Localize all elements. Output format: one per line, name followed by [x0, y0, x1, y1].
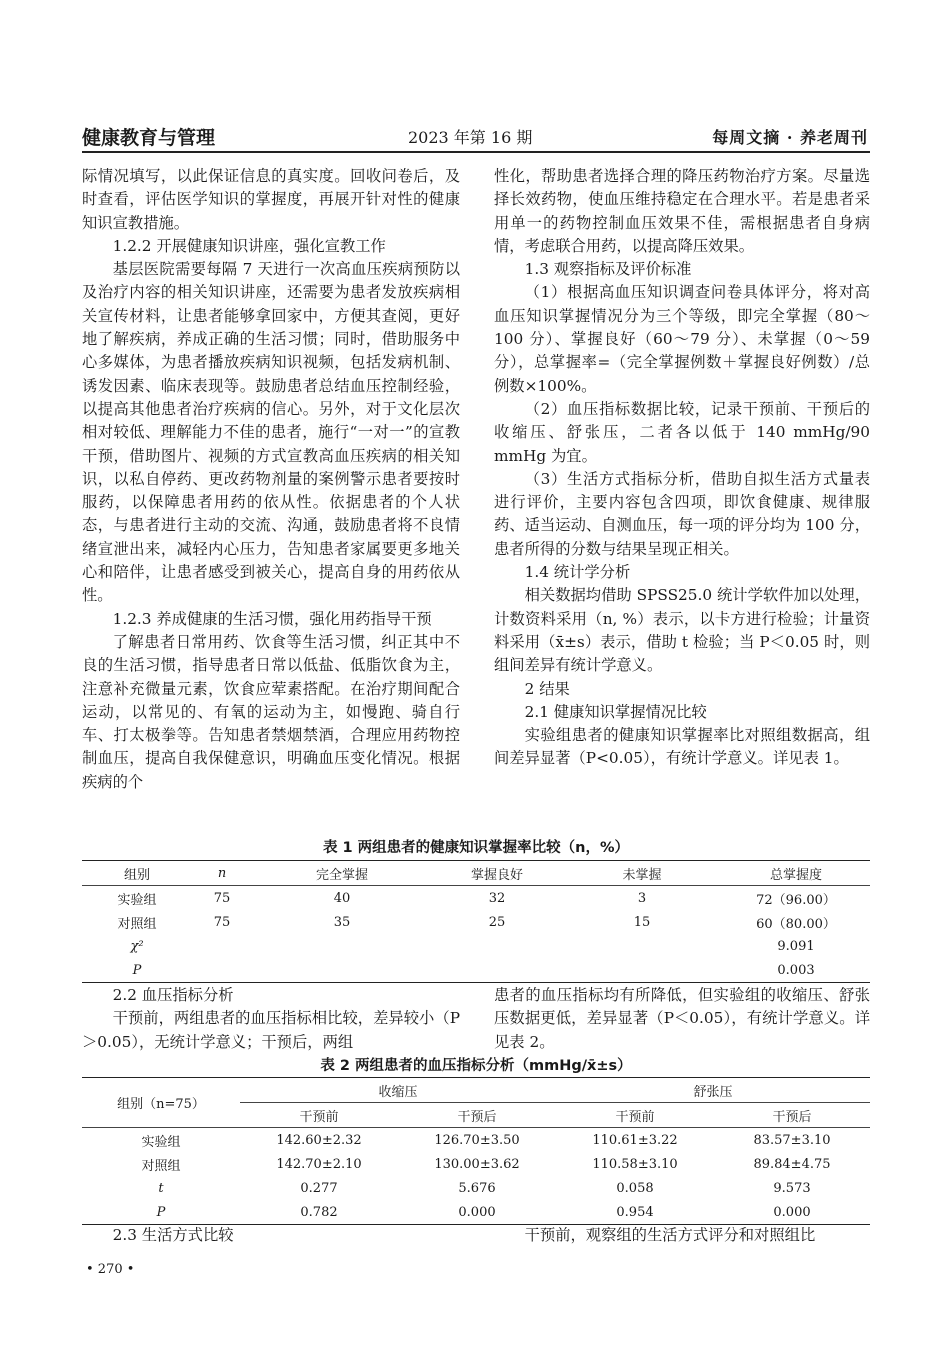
- table2-cell: 142.60±2.32: [276, 1132, 362, 1148]
- table1-header: 完全掌握: [315, 867, 368, 883]
- table1: [82, 860, 870, 983]
- table2-cell: 0.277: [300, 1180, 338, 1196]
- right-column-paragraph: 性化，帮助患者选择合理的降压药物治疗方案。尽量选择长效药物，使血压维持稳定在合理水平。若是患者采用单一的药物控制血压效果不佳，需根据患者自身病情，考虑联合用药，以提高降压效果。: [494, 167, 870, 255]
- table1-cell: [432, 958, 562, 983]
- section-2-3-title: 2.3 生活方式比较: [112, 1226, 234, 1244]
- table1-cell: [252, 958, 432, 983]
- table1-header-row: [82, 861, 870, 886]
- issue-label: 2023 年第 16 期: [408, 128, 533, 147]
- right-column-paragraph: 2 结果: [524, 679, 570, 698]
- right-column-paragraph: （2）血压指标数据比较，记录干预前、干预后的收缩压、舒张压，二者各以低于 140 mmHg/90 mmHg 为宜。: [494, 399, 870, 465]
- table2-header-row: [82, 1078, 870, 1103]
- table2-cell: 126.70±3.50: [434, 1132, 520, 1148]
- table2-cell: 0.782: [300, 1204, 338, 1220]
- table1-cell: 25: [488, 914, 506, 930]
- table2-cell: P: [156, 1204, 166, 1220]
- section-2-2-text: 干预前，两组患者的血压指标相比较，差异较小（P＞0.05），无统计学意义；干预后，两组: [82, 1009, 460, 1051]
- right-column-paragraph: 1.3 观察指标及评价标准: [524, 260, 692, 279]
- table1-caption: 表 1 两组患者的健康知识掌握率比较（n，%）: [322, 840, 630, 856]
- table1-cell: 35: [333, 914, 351, 930]
- table2: [82, 1077, 870, 1225]
- table1-row: [82, 910, 870, 934]
- journal-name: 每周文摘 · 养老周刊: [712, 128, 868, 147]
- table2-cell: 83.57±3.10: [753, 1132, 831, 1148]
- table1-cell: [562, 934, 722, 958]
- table2-row: [82, 1176, 870, 1200]
- table1-cell: 9.091: [777, 938, 815, 954]
- table2-cell: 0.000: [458, 1204, 496, 1220]
- table1-header: 掌握良好: [470, 867, 523, 883]
- table2-cell: 110.58±3.10: [592, 1156, 678, 1172]
- right-column-paragraph: 实验组患者的健康知识掌握率比对照组数据高，组间差异显著（P<0.05），有统计学意义。详见表 1。: [494, 726, 870, 768]
- table1-header: n: [217, 865, 227, 881]
- table2-cell: t: [158, 1180, 164, 1196]
- table1-row: [82, 958, 870, 983]
- section-2-2-right: [494, 984, 870, 1054]
- table1-cell: [192, 934, 252, 958]
- right-column: [494, 165, 870, 771]
- table2-cell: 5.676: [458, 1180, 496, 1196]
- table1-cell: χ²: [130, 938, 144, 954]
- table1-cell: 75: [213, 914, 231, 930]
- left-column-paragraph: 1.2.3 养成健康的生活习惯，强化用药指导干预: [112, 609, 432, 628]
- table1-header: 未掌握: [622, 867, 662, 883]
- section-2-3-heading: [82, 1224, 460, 1247]
- table2-cell: 对照组: [141, 1158, 181, 1174]
- table1-row: [82, 934, 870, 958]
- right-column-paragraph: 1.4 统计学分析: [524, 563, 631, 582]
- table1-cell: 实验组: [117, 892, 157, 908]
- table1-cell: 15: [633, 914, 651, 930]
- left-column: [82, 165, 460, 794]
- left-column-paragraph: 1.2.2 开展健康知识讲座，强化宣教工作: [112, 236, 386, 255]
- section-2-3-text: 干预前，观察组的生活方式评分和对照组比: [524, 1226, 816, 1244]
- table1-cell: [192, 958, 252, 983]
- right-column-paragraph: （3）生活方式指标分析，借助自拟生活方式量表进行评价，主要内容包含四项，即饮食健康、规律服药、适当运动、自测血压，每一项的评分均为 100 分，患者所得的分数与结果呈现正相关。: [494, 469, 870, 558]
- table2-row: [82, 1152, 870, 1176]
- table2-cell: 130.00±3.62: [434, 1156, 520, 1172]
- right-column-paragraph: 相关数据均借助 SPSS25.0 统计学软件加以处理，计数资料采用（n, %）表示，以卡方进行检验；计量资料采用（x̄±s）表示，借助 t 检验；当 P＜0.05 时，则组间差异有统计学意义。: [494, 586, 870, 675]
- left-column-paragraph: 际情况填写，以此保证信息的真实度。回收问卷后，及时查看，评估医学知识的掌握度，再展开针对性的健康知识宣教措施。: [82, 167, 460, 232]
- table2-cell: 9.573: [773, 1180, 811, 1196]
- table2-cell: 89.84±4.75: [753, 1156, 831, 1172]
- left-column-paragraph: 了解患者日常用药、饮食等生活习惯，纠正其中不良的生活习惯，指导患者日常以低盐、低脂饮食为主，注意补充微量元素，饮食应荤素搭配。在治疗期间配合运动，以常见的、有氧的运动为主，如慢跑、骑自行车、打太极拳等。告知患者禁烟禁酒，合理应用药物控制血压，提高自我保健意识，明确血压变化情况。根据疾病的个: [82, 632, 460, 791]
- table1-cell: 对照组: [117, 916, 157, 932]
- table2-subheader: 干预前: [299, 1109, 339, 1125]
- table1-cell: 0.003: [777, 962, 815, 978]
- journal-section-title: 健康教育与管理: [82, 127, 216, 149]
- table2-subheader: 干预后: [457, 1109, 497, 1125]
- table2-cell: 0.058: [616, 1180, 654, 1196]
- table1-cell: 60（80.00）: [756, 916, 836, 932]
- section-2-3-right: [494, 1224, 870, 1247]
- table1-cell: 72（96.00）: [756, 892, 836, 908]
- table2-span-header: 收缩压: [240, 1078, 556, 1103]
- table2-cell: 142.70±2.10: [276, 1156, 362, 1172]
- table2-subheader: 干预后: [772, 1109, 812, 1125]
- section-2-2-continued: 患者的血压指标均有所降低，但实验组的收缩压、舒张压数据更低，差异显著（P＜0.05），有统计学意义。详见表 2。: [494, 986, 870, 1051]
- table1-cell: 32: [488, 890, 506, 906]
- table1-header: 组别: [123, 867, 150, 883]
- table2-cell: 0.954: [616, 1204, 654, 1220]
- table1-row: [82, 886, 870, 911]
- header-rule: [82, 151, 870, 153]
- table1-cell: 40: [333, 890, 351, 906]
- table2-cell: 110.61±3.22: [592, 1132, 678, 1148]
- page-number: • 270 •: [86, 1262, 135, 1277]
- table2-cell: 0.000: [773, 1204, 811, 1220]
- table2-cell: 实验组: [141, 1134, 181, 1150]
- section-2-2-left: [82, 984, 460, 1054]
- left-column-paragraph: 基层医院需要每隔 7 天进行一次高血压疾病预防以及治疗内容的相关知识讲座，还需要为患者发放疾病相关宣传材料，让患者能够拿回家中，方便其查阅，更好地了解疾病，养成正确的生活习惯；同时，借助服务中心多媒体，为患者播放疾病知识视频，包括发病机制、诱发因素、临床表现等。鼓励患者总结血压控制经验，以提高其他患者治疗疾病的信心。另外，对于文化层次相对较低、理解能力不佳的患者，施行“一对一”的宣教干预，借助图片、视频的方式宣教高血压疾病的相关知识，以私自停药、更改药物剂量的案例警示患者要按时服药，以保障患者用药的依从性。依据患者的个人状态，与患者进行主动的交流、沟通，鼓励患者将不良情绪宣泄出来，减轻内心压力，告知患者家属要更多地关心和陪伴，让患者感受到被关心，提高自身的用药依从性。: [82, 260, 460, 605]
- table1-cell: [432, 934, 562, 958]
- table2-caption: 表 2 两组患者的血压指标分析（mmHg/x̄±s）: [320, 1058, 632, 1074]
- table2-subheader: 干预前: [615, 1109, 655, 1125]
- right-column-paragraph: （1）根据高血压知识调查问卷具体评分，将对高血压知识掌握情况分为三个等级，即完全掌握（80～100 分）、掌握良好（60～79 分）、未掌握（0～59 分），总掌握率=（完全掌握例数＋掌握良好例数）/总例数×100%。: [494, 283, 870, 395]
- table2-group-header: 组别（n=75）: [82, 1078, 240, 1128]
- table2-row: [82, 1200, 870, 1225]
- table1-cell: [252, 934, 432, 958]
- table1-cell: 3: [637, 890, 647, 906]
- table2-row: [82, 1128, 870, 1153]
- right-column-paragraph: 2.1 健康知识掌握情况比较: [524, 702, 707, 721]
- table1-cell: 75: [213, 890, 231, 906]
- table1-header: 总掌握度: [769, 867, 822, 883]
- section-2-2-heading: 2.2 血压指标分析: [112, 986, 234, 1004]
- table1-cell: P: [132, 962, 142, 978]
- table1-cell: [562, 958, 722, 983]
- table2-span-header: 舒张压: [556, 1078, 870, 1103]
